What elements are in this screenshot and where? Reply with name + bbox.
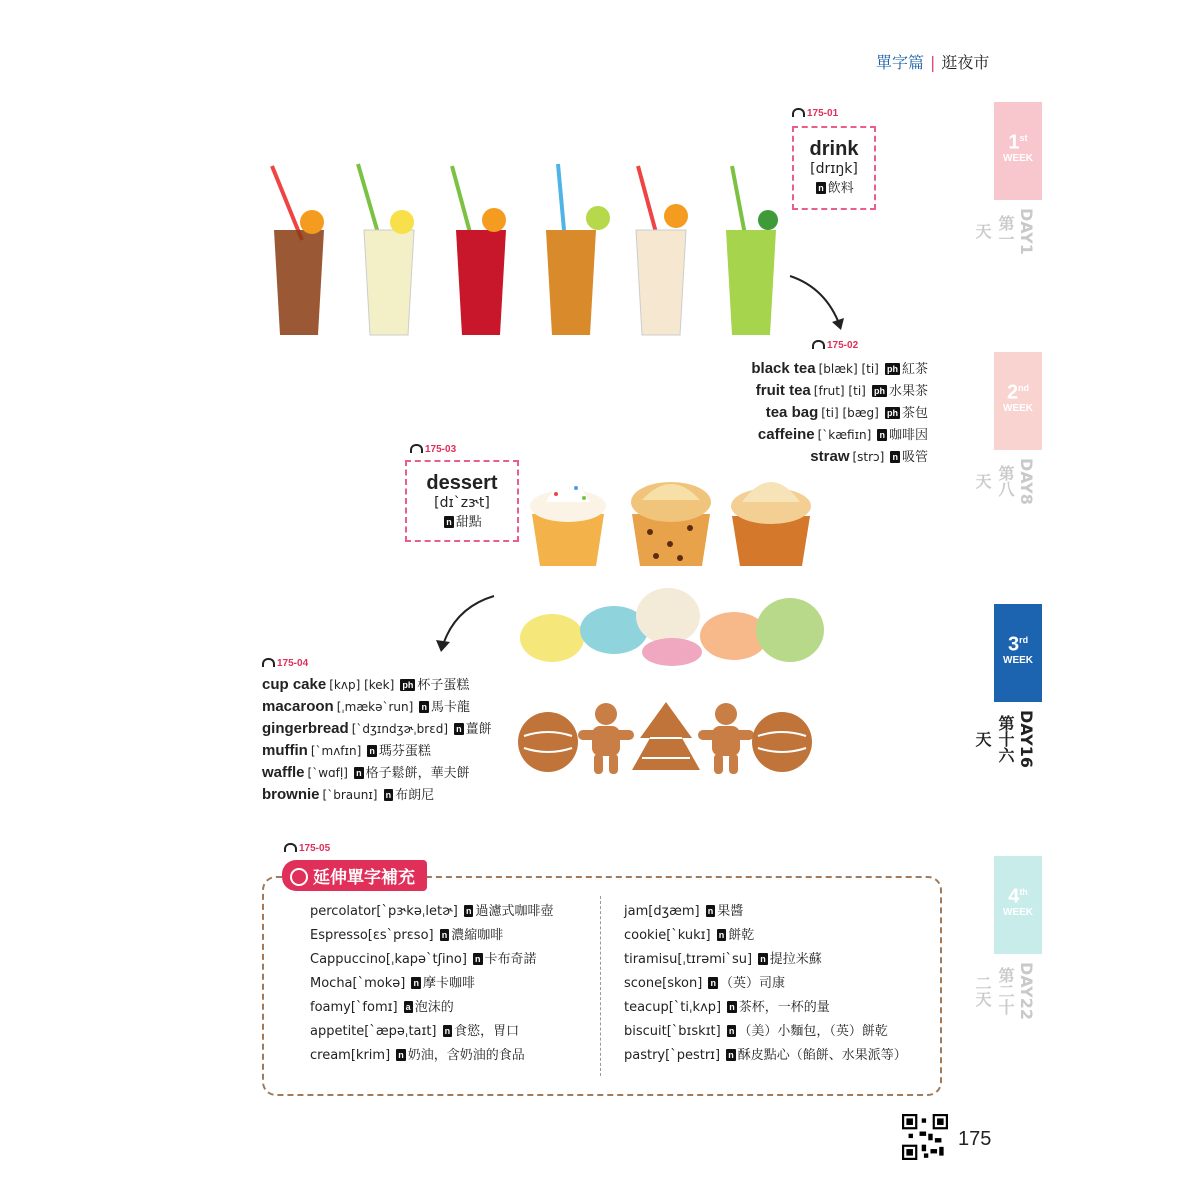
pos-badge: n xyxy=(475,954,481,964)
audio-track-extension[interactable] xyxy=(284,843,330,854)
week-number-suffix: th xyxy=(1019,887,1028,897)
pos-badge: n xyxy=(413,978,419,988)
glass-iced-tea xyxy=(272,166,324,335)
phonetic: [strɔ] xyxy=(852,450,885,464)
headphones-icon xyxy=(284,843,297,852)
chinese-meaning: 馬卡龍 xyxy=(430,700,470,715)
english-word: cup cake xyxy=(262,676,327,693)
chinese-meaning: 奶油，含奶油的食品 xyxy=(407,1048,525,1063)
chinese-meaning: 果醬 xyxy=(717,904,744,919)
week-word: WEEK xyxy=(1003,906,1033,918)
chinese-meaning: 摩卡咖啡 xyxy=(422,976,475,991)
english-word: caffeine xyxy=(757,426,815,443)
vocab-row xyxy=(700,380,928,402)
glass-mojito xyxy=(726,166,778,335)
chinese-meaning: 提拉米蘇 xyxy=(769,952,822,967)
vocab-row xyxy=(262,696,522,718)
macaron-pink xyxy=(642,638,702,666)
word: dessert xyxy=(426,472,498,494)
vocab-row xyxy=(624,900,934,924)
phonetic: [ˋpɝkəˌletɚ] xyxy=(376,904,458,919)
english-word: Mocha xyxy=(310,976,353,991)
week-word: WEEK xyxy=(1003,402,1033,414)
pos-badge: n xyxy=(446,517,452,527)
macaron-cream xyxy=(636,588,700,644)
page-header xyxy=(876,50,989,73)
pos-badge: n xyxy=(385,790,392,800)
chinese-meaning: （英）司康 xyxy=(719,976,785,991)
cupcake-meringue xyxy=(731,482,811,566)
phonetic: [ˋmokə] xyxy=(352,976,406,991)
phonetic: [ˌmækəˋrun] xyxy=(336,700,414,714)
vocab-row xyxy=(624,948,934,972)
cupcake-sprinkles xyxy=(530,482,606,566)
english-word: muffin xyxy=(262,742,308,759)
pos-badge: n xyxy=(369,746,375,756)
week-number xyxy=(994,882,1042,907)
pos-badge: n xyxy=(421,702,427,712)
drink-vocab-list xyxy=(700,358,928,468)
meaning-line xyxy=(794,177,874,196)
arrow-drinks xyxy=(786,272,850,336)
week-label xyxy=(994,604,1042,702)
vocab-row xyxy=(310,996,595,1020)
cupcakes-illustration xyxy=(526,462,816,572)
vocab-row xyxy=(310,1044,595,1068)
extension-right-column xyxy=(624,900,934,1068)
phonetic: [ˌtɪrəmiˋsu] xyxy=(677,952,753,967)
vocab-row xyxy=(262,718,522,740)
week-label xyxy=(994,352,1042,450)
chinese-meaning: 杯子蛋糕 xyxy=(417,678,470,693)
extension-title-text: 延伸單字補充 xyxy=(313,868,415,888)
audio-track-label: 175-04 xyxy=(277,658,309,669)
english-word: Cappuccino xyxy=(310,952,386,967)
phonetic: [ˋæpəˌtaɪt] xyxy=(364,1024,437,1039)
vocab-row xyxy=(624,1044,934,1068)
pos-badge: n xyxy=(710,978,716,988)
header-separator: | xyxy=(930,53,936,72)
phonetic: [ˋpestrɪ] xyxy=(665,1048,721,1063)
pos-badge: ph xyxy=(402,680,414,690)
english-word: fruit tea xyxy=(755,382,811,399)
phonetic: [skon] xyxy=(662,976,703,991)
pos-badge: ph xyxy=(886,364,898,374)
cupcake-polka-dot xyxy=(631,482,711,566)
glass-citrus-water xyxy=(636,166,688,335)
week-number-suffix: nd xyxy=(1018,383,1030,393)
word: drink xyxy=(809,138,859,160)
phonetic: [blæk] [ti] xyxy=(818,362,879,376)
phonetic: [dʒæm] xyxy=(648,904,700,919)
pos-badge: n xyxy=(707,906,714,916)
english-word: gingerbread xyxy=(262,720,349,737)
pos-badge: n xyxy=(456,724,462,734)
headphones-icon xyxy=(812,340,825,349)
vocab-row xyxy=(262,784,522,806)
week-number-digit: 1 xyxy=(1008,131,1020,154)
english-word: teacup xyxy=(624,1000,669,1015)
english-word: macaroon xyxy=(262,698,334,715)
phonetic: [dɪˋzɝt] xyxy=(434,495,490,511)
gingerbread-ornament xyxy=(518,712,578,772)
headphones-icon xyxy=(792,108,805,117)
gingerbread-illustration xyxy=(516,698,812,778)
week-word: WEEK xyxy=(1003,152,1033,164)
headphones-icon xyxy=(410,444,423,453)
day-label: DAY8 第八天 xyxy=(973,458,1036,505)
phonetic: [ˋfomɪ] xyxy=(350,1000,398,1015)
phonetic: [ˋwɑfḷ] xyxy=(307,766,348,780)
chinese-meaning: 格子鬆餅，華夫餅 xyxy=(365,766,470,781)
vocab-row xyxy=(624,972,934,996)
pos-badge: n xyxy=(441,930,448,940)
english-word: tiramisu xyxy=(624,952,678,967)
english-word: brownie xyxy=(262,786,320,803)
week-number xyxy=(994,128,1042,153)
english-word: Espresso xyxy=(310,928,368,943)
week-number xyxy=(994,630,1042,655)
macarons-illustration xyxy=(518,584,828,668)
glass-peach-tea xyxy=(546,164,610,335)
phonetic: [ˋbraunɪ] xyxy=(322,788,378,802)
week-word: WEEK xyxy=(1003,654,1033,666)
vocab-row xyxy=(310,972,595,996)
page-number: 175 xyxy=(958,1128,992,1150)
audio-track-drink-list[interactable] xyxy=(812,340,858,351)
audio-track-drink[interactable] xyxy=(792,108,838,119)
chinese-meaning: 茶包 xyxy=(901,406,928,421)
gingerbread-ornament-2 xyxy=(752,712,812,772)
english-word: percolator xyxy=(310,904,377,919)
audio-track-label: 175-01 xyxy=(807,108,839,119)
chinese-meaning: 泡沫的 xyxy=(414,1000,454,1015)
english-word: appetite xyxy=(310,1024,365,1039)
chinese-meaning: 食慾，胃口 xyxy=(454,1024,520,1039)
clock-icon xyxy=(290,868,308,886)
extension-left-column xyxy=(310,900,595,1068)
english-word: cream xyxy=(310,1048,351,1063)
headphones-icon xyxy=(262,658,275,667)
vocab-row xyxy=(700,402,928,424)
day-label: DAY1 第一天 xyxy=(973,208,1036,255)
audio-track-dessert-list[interactable] xyxy=(262,658,308,669)
macaron-green xyxy=(756,598,824,662)
chinese-meaning: （美）小麵包，（英）餅乾 xyxy=(738,1024,888,1039)
vocab-row xyxy=(262,740,522,762)
chinese-meaning: 咖啡因 xyxy=(888,428,928,443)
chinese-meaning: 餅乾 xyxy=(728,928,755,943)
pos-badge: n xyxy=(398,1050,404,1060)
audio-track-dessert[interactable] xyxy=(410,444,456,455)
chinese-meaning: 濃縮咖啡 xyxy=(451,928,504,943)
chinese-meaning: 薑餅 xyxy=(465,722,492,737)
vocab-row xyxy=(700,424,928,446)
week-number-suffix: st xyxy=(1019,133,1028,143)
week-label xyxy=(994,102,1042,200)
chinese-meaning: 茶杯，一杯的量 xyxy=(738,1000,830,1015)
vocab-row xyxy=(624,1020,934,1044)
phonetic: [ˋtiˌkʌp] xyxy=(668,1000,722,1015)
pos-badge: n xyxy=(729,1002,735,1012)
chinese-meaning: 卡布奇諾 xyxy=(484,952,537,967)
section-title: 單字篇 xyxy=(876,53,925,72)
phonetic: [ti] [bæg] xyxy=(821,406,879,420)
pos-badge: n xyxy=(728,1050,734,1060)
arrow-dessert xyxy=(432,592,498,658)
vocab-row xyxy=(700,358,928,380)
phonetic: [frut] [ti] xyxy=(813,384,866,398)
english-word: jam xyxy=(624,904,649,919)
pos-badge: a xyxy=(405,1002,411,1012)
phonetic: [drɪŋk] xyxy=(810,161,858,177)
vocab-row xyxy=(262,674,522,696)
vocab-row xyxy=(310,948,595,972)
pos-badge: n xyxy=(760,954,766,964)
week-number-digit: 2 xyxy=(1006,381,1019,404)
phonetic: [krim] xyxy=(350,1048,391,1063)
drinks-illustration xyxy=(262,160,822,342)
pos-badge: n xyxy=(356,768,362,778)
audio-track-label: 175-02 xyxy=(827,340,859,351)
week-number-digit: 3 xyxy=(1007,633,1020,656)
vocab-row xyxy=(624,996,934,1020)
pos-badge: ph xyxy=(886,408,898,418)
pos-badge: n xyxy=(879,430,885,440)
day-label: DAY16 第十六天 xyxy=(973,710,1036,768)
chinese-meaning: 瑪芬蛋糕 xyxy=(378,744,431,759)
english-word: tea bag xyxy=(765,404,819,421)
pos-badge: n xyxy=(892,452,898,462)
chinese-meaning: 布朗尼 xyxy=(395,788,435,803)
macaron-yellow xyxy=(520,614,584,662)
audio-track-label: 175-03 xyxy=(425,444,457,455)
vocab-row xyxy=(310,1020,595,1044)
phonetic: [kʌp] [kek] xyxy=(329,678,395,692)
week-label xyxy=(994,856,1042,954)
glass-lemonade xyxy=(358,164,414,335)
phonetic: [ɛsˋprɛso] xyxy=(367,928,434,943)
chapter-title: 逛夜市 xyxy=(941,53,990,72)
week-number xyxy=(994,378,1042,403)
gingerbread-tree xyxy=(632,702,700,770)
pos-badge: ph xyxy=(873,386,885,396)
meaning: 甜點 xyxy=(455,515,482,530)
meaning: 飲料 xyxy=(827,181,854,196)
chinese-meaning: 酥皮點心（餡餅、水果派等） xyxy=(737,1048,907,1063)
gingerbread-man xyxy=(578,703,634,774)
gingerbread-man-2 xyxy=(698,703,754,774)
glass-berry-tea xyxy=(452,166,506,335)
pos-badge: n xyxy=(728,1026,735,1036)
drink-word-card xyxy=(792,126,876,210)
phonetic: [ˋkæfiɪn] xyxy=(817,428,872,442)
pos-badge: n xyxy=(718,930,725,940)
vocab-row xyxy=(310,900,595,924)
vocab-row xyxy=(262,762,522,784)
vocab-row xyxy=(624,924,934,948)
week-number-digit: 4 xyxy=(1008,885,1020,908)
english-word: pastry xyxy=(624,1048,666,1063)
dessert-word-card xyxy=(405,460,519,542)
column-divider xyxy=(600,896,601,1076)
phonetic: [ˋdʒɪndʒɚˌbrɛd] xyxy=(351,722,448,736)
chinese-meaning: 過濾式咖啡壺 xyxy=(475,904,554,919)
pos-badge: n xyxy=(444,1026,451,1036)
meaning-line xyxy=(407,511,517,530)
audio-track-label: 175-05 xyxy=(299,843,331,854)
phonetic: [ˋbɪskɪt] xyxy=(666,1024,721,1039)
extension-title xyxy=(282,860,427,891)
english-word: scone xyxy=(624,976,663,991)
chinese-meaning: 水果茶 xyxy=(888,384,928,399)
english-word: foamy xyxy=(310,1000,351,1015)
english-word: cookie xyxy=(624,928,667,943)
chinese-meaning: 紅茶 xyxy=(901,362,928,377)
phonetic: [ˋkukɪ] xyxy=(666,928,711,943)
phonetic: [ˌkapəˋtʃino] xyxy=(385,952,467,967)
english-word: waffle xyxy=(262,764,305,781)
qr-code[interactable] xyxy=(902,1114,948,1160)
chinese-meaning: 吸管 xyxy=(901,450,928,465)
english-word: straw xyxy=(810,448,850,465)
english-word: biscuit xyxy=(624,1024,667,1039)
phonetic: [ˋmʌfɪn] xyxy=(310,744,362,758)
pos-badge: n xyxy=(465,906,472,916)
english-word: black tea xyxy=(751,360,816,377)
dessert-vocab-list xyxy=(262,674,522,806)
week-number-suffix: rd xyxy=(1019,635,1029,645)
pos-badge: n xyxy=(818,183,824,193)
day-label: DAY22 第二十二天 xyxy=(973,962,1036,1020)
vocab-row xyxy=(310,924,595,948)
